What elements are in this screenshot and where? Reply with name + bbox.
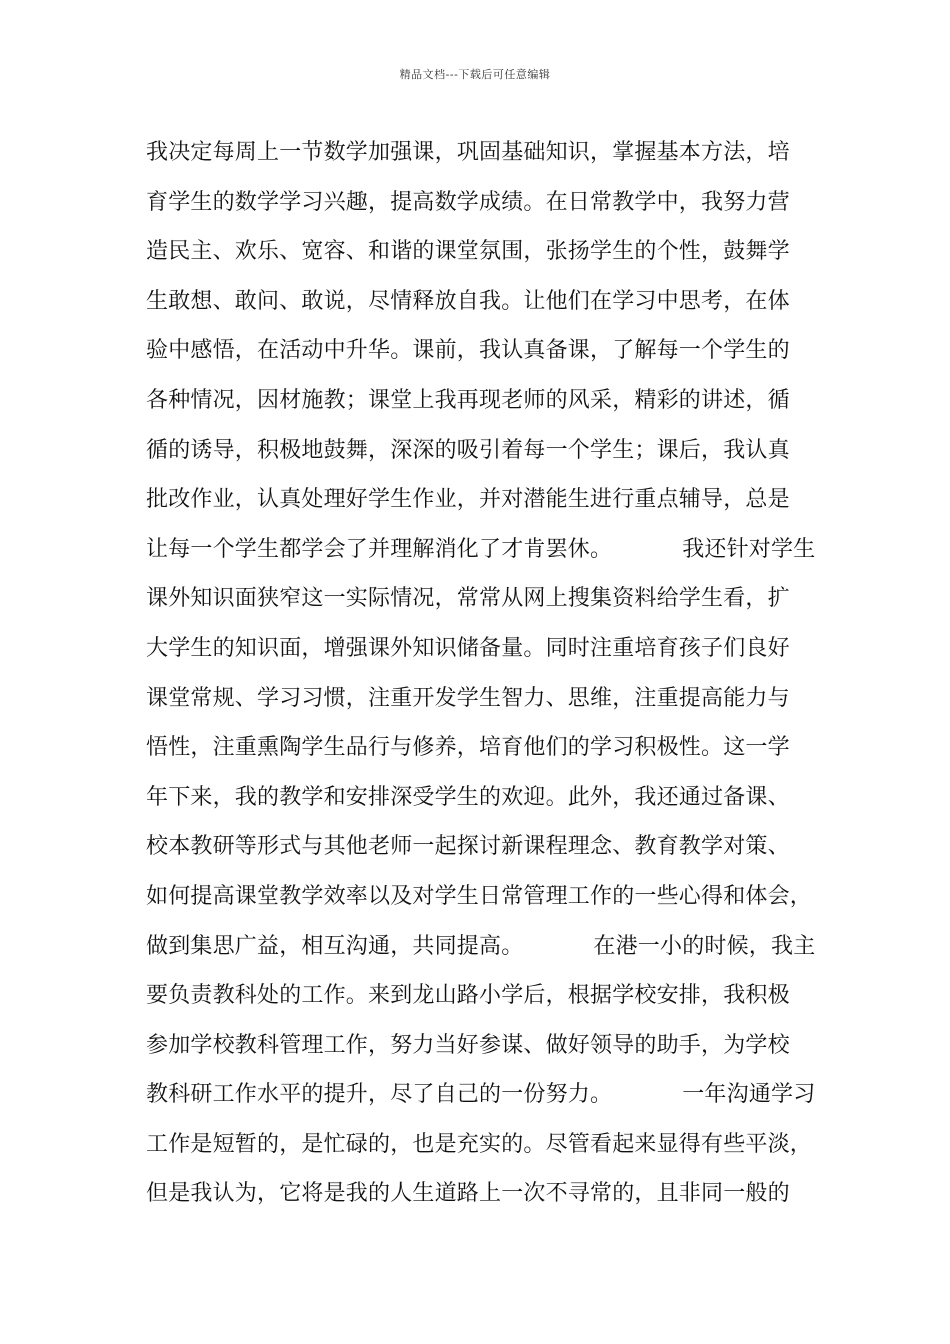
text-line: 但是我认为，它将是我的人生道路上一次不寻常的，且非同一般的 xyxy=(146,1181,790,1207)
text-line: 校本教研等形式与其他老师一起探讨新课程理念、教育教学对策、 xyxy=(146,834,790,860)
text-line: 如何提高课堂教学效率以及对学生日常管理工作的一些心得和体会， xyxy=(146,883,813,909)
text-line: 各种情况，因材施教；课堂上我再现老师的风采，精彩的讲述，循 xyxy=(146,387,790,413)
text-line xyxy=(146,531,826,581)
text-segment: 教科研工作水平的提升，尽了自己的一份努力。 xyxy=(146,1082,613,1108)
page-header: 精品文档---下载后可任意编辑 xyxy=(399,68,551,81)
text-segment: 让每一个学生都学会了并理解消化了才肯罢休。 xyxy=(146,536,613,562)
text-line: 生敢想、敢问、敢说，尽情释放自我。让他们在学习中思考，在体 xyxy=(146,288,790,314)
text-line: 大学生的知识面，增强课外知识储备量。同时注重培育孩子们良好 xyxy=(146,635,790,661)
text-segment: 我还针对学生 xyxy=(682,536,816,562)
text-line: 要负责教科处的工作。来到龙山路小学后，根据学校安排，我积极 xyxy=(146,983,790,1009)
text-segment: 一年沟通学习 xyxy=(682,1082,816,1108)
text-line: 课堂常规、学习习惯，注重开发学生智力、思维，注重提高能力与 xyxy=(146,685,790,711)
text-line: 课外知识面狭窄这一实际情况，常常从网上搜集资料给学生看，扩 xyxy=(146,586,790,612)
text-segment: 在港一小的时候，我主 xyxy=(593,933,816,959)
text-line: 验中感悟，在活动中升华。课前，我认真备课，了解每一个学生的 xyxy=(146,338,790,364)
text-line: 育学生的数学学习兴趣，提高数学成绩。在日常教学中，我努力营 xyxy=(146,189,790,215)
text-line: 批改作业，认真处理好学生作业，并对潜能生进行重点辅导，总是 xyxy=(146,487,790,513)
text-line: 参加学校教科管理工作，努力当好参谋、做好领导的助手，为学校 xyxy=(146,1032,790,1058)
text-line: 工作是短暂的，是忙碌的，也是充实的。尽管看起来显得有些平淡， xyxy=(146,1131,813,1157)
text-line xyxy=(146,1076,826,1126)
text-segment: 做到集思广益，相互沟通，共同提高。 xyxy=(146,933,524,959)
text-line: 我决定每周上一节数学加强课，巩固基础知识，掌握基本方法，培 xyxy=(146,140,790,165)
text-line: 造民主、欢乐、宽容、和谐的课堂氛围，张扬学生的个性，鼓舞学 xyxy=(146,239,790,265)
text-line: 循的诱导，积极地鼓舞，深深的吸引着每一个学生；课后，我认真 xyxy=(146,437,790,463)
document-body xyxy=(146,134,826,1225)
text-line: 悟性，注重熏陶学生品行与修养，培育他们的学习积极性。这一学 xyxy=(146,735,790,761)
text-line xyxy=(146,928,826,978)
text-line: 年下来，我的教学和安排深受学生的欢迎。此外，我还通过备课、 xyxy=(146,784,790,810)
